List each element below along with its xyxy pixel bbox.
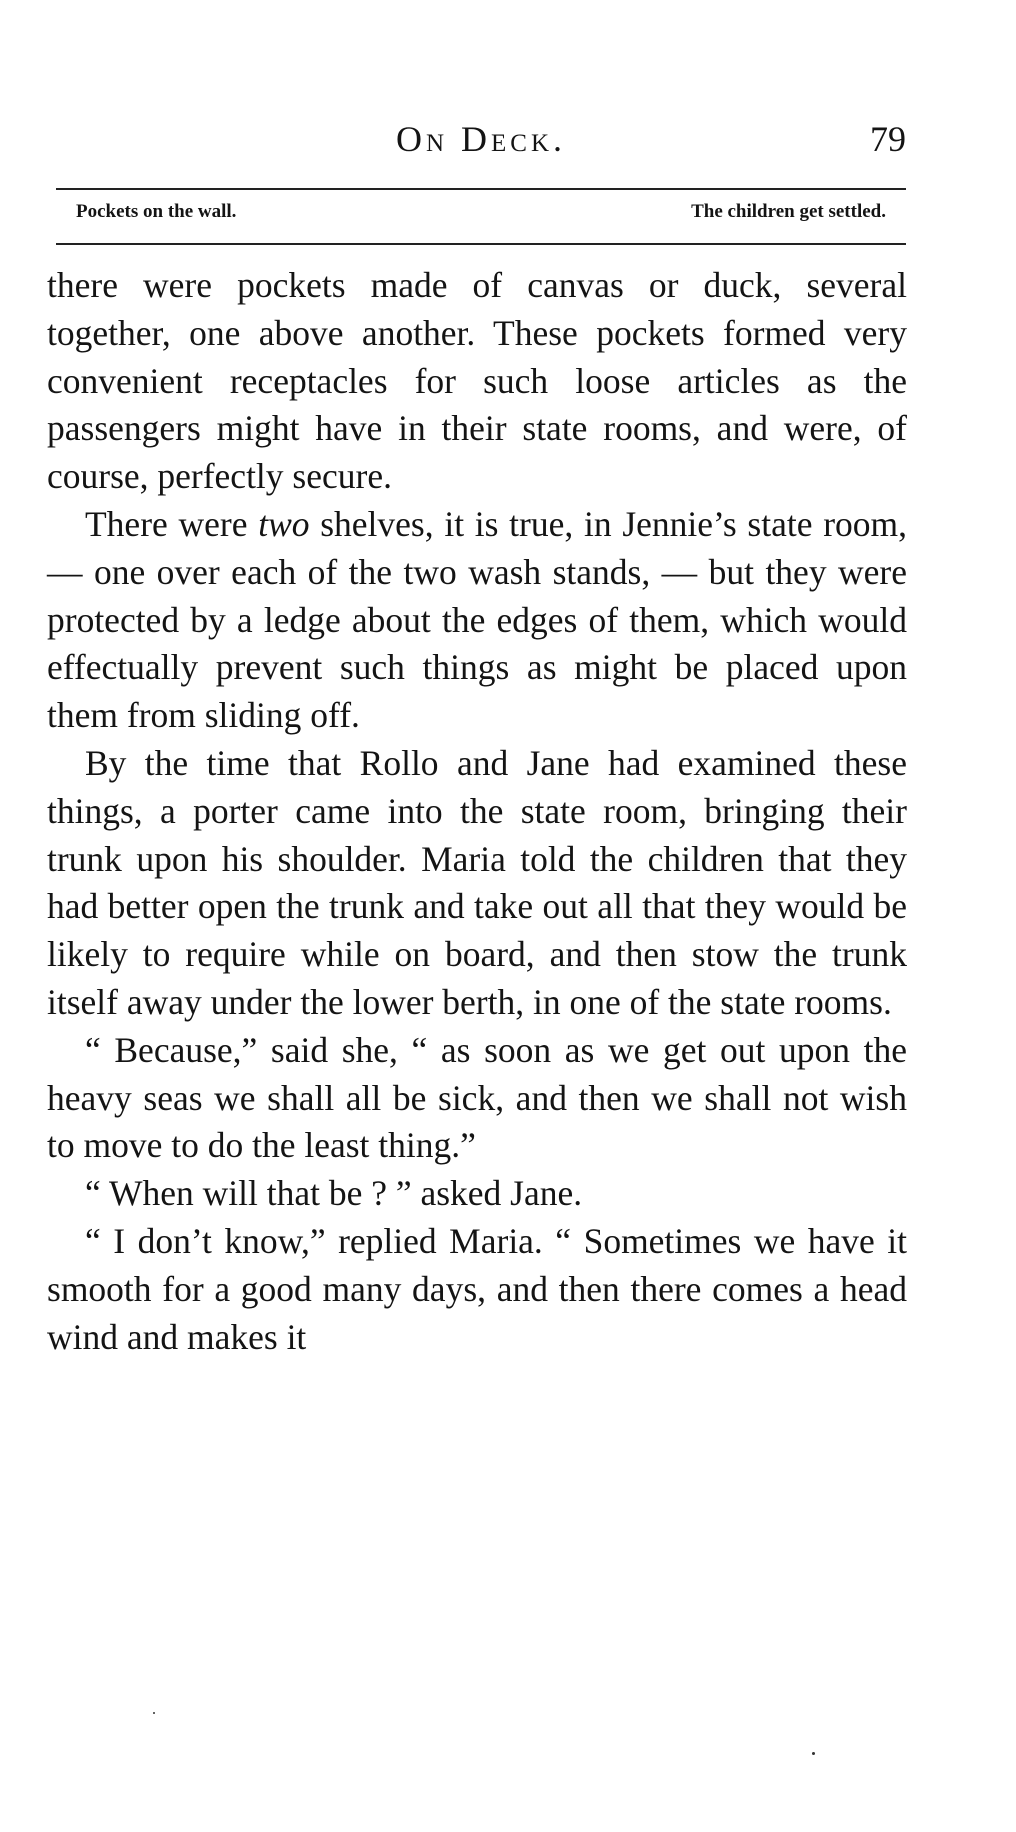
paragraph bbox=[47, 1170, 907, 1218]
print-speck bbox=[812, 1752, 815, 1755]
running-head bbox=[56, 118, 906, 168]
running-title: On Deck. bbox=[395, 119, 567, 159]
text-segment: There were bbox=[85, 503, 259, 544]
page-number: 79 bbox=[870, 119, 906, 159]
body-text bbox=[47, 262, 907, 1361]
paragraph bbox=[47, 262, 907, 501]
header-rule-bottom bbox=[56, 243, 906, 245]
text-segment: shelves, it is true, in Jennie’s state room, — one over each of the two wash stands, — but they were protected by a ledge about the edges of them, which would effectually prevent such things as might be placed upon them from sliding off. bbox=[47, 503, 907, 736]
header-rule-top bbox=[56, 188, 906, 190]
paragraph bbox=[47, 1027, 907, 1170]
paragraph bbox=[47, 740, 907, 1027]
text-segment: there were pockets made of canvas or duck, several together, one above another. These pockets formed very convenient receptacles for such loose articles as the passengers might have in their state rooms, and were, of course, perfectly secure. bbox=[47, 265, 907, 497]
topic-left: Pockets on the wall. bbox=[76, 201, 237, 222]
paragraph bbox=[47, 501, 907, 740]
text-segment: “ I don’t know,” replied Maria. “ Sometimes we have it smooth for a good many days, and then there comes a head wind and makes it bbox=[47, 1220, 907, 1357]
topic-right: The children get settled. bbox=[691, 201, 886, 222]
paragraph bbox=[47, 1218, 907, 1361]
topic-headings bbox=[76, 201, 886, 233]
text-segment: “ Because,” said she, “ as soon as we get out upon the heavy seas we shall all be sick, and then we shall not wish to move to do the least thing.” bbox=[47, 1029, 907, 1166]
print-speck bbox=[153, 1712, 155, 1714]
text-segment: “ When will that be ? ” asked Jane. bbox=[85, 1173, 583, 1214]
italic-text: two bbox=[258, 503, 310, 544]
text-segment: By the time that Rollo and Jane had examined these things, a porter came into the state room, bringing their trunk upon his shoulder. Maria told the children that they had better open the trunk and take out all that they would be likely to require while on board, and then stow the trunk itself away under the lower berth, in one of the state rooms. bbox=[47, 742, 907, 1022]
